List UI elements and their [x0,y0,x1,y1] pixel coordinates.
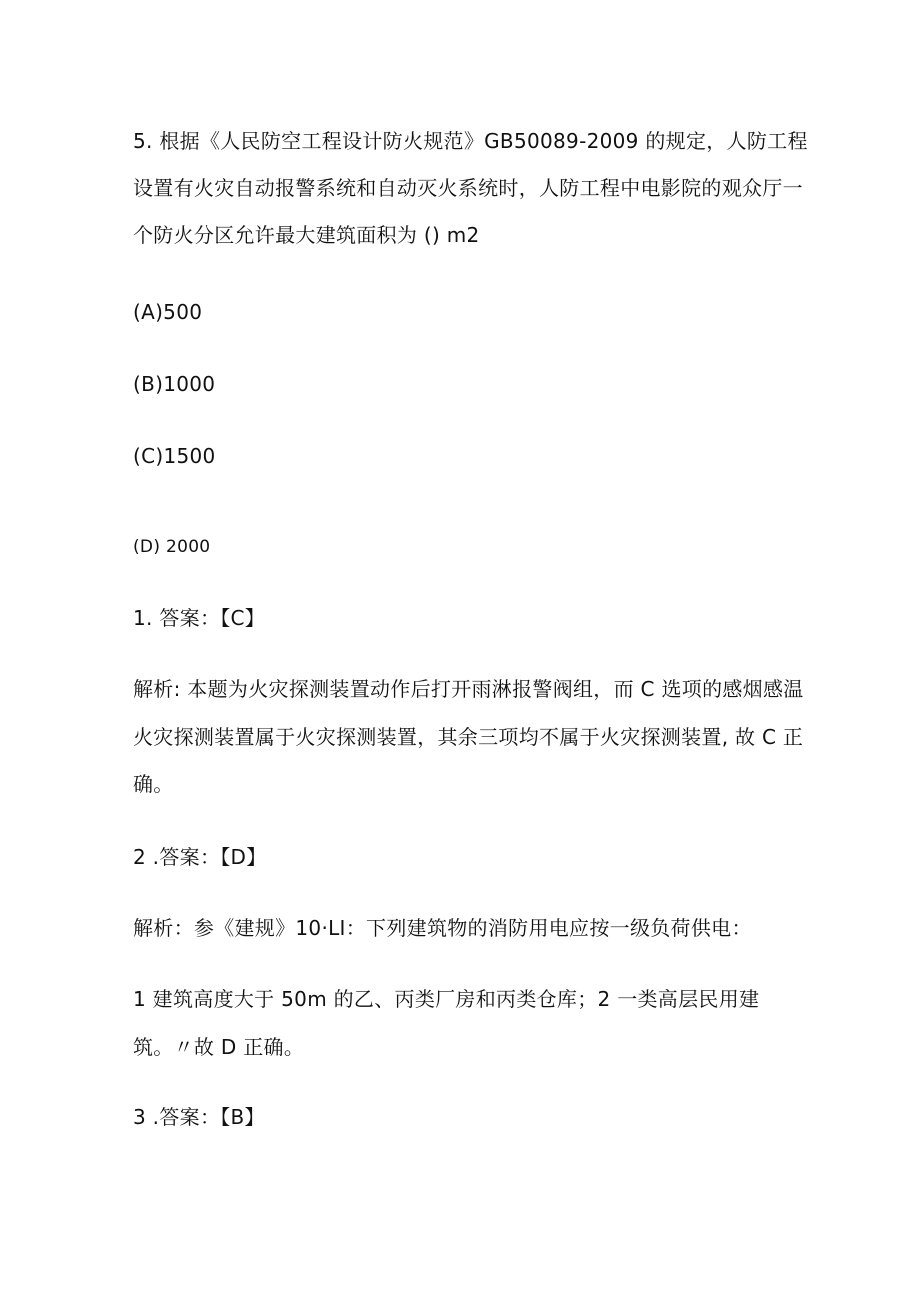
option-d: (D) 2000 [133,537,211,557]
option-c: (C)1500 [133,444,216,468]
answer-1-analysis-line-3: 确。 [133,772,174,796]
option-b: (B)1000 [133,372,216,396]
answer-2-analysis-line-1: 解析：参《建规》10·LI：下列建筑物的消防用电应按一级负荷供电： [133,916,752,940]
answer-1-analysis-line-1: 解析: 本题为火灾探测装置动作后打开雨淋报警阀组，而 C 选项的感烟感温 [133,677,804,701]
question-text-line-3: 个防火分区允许最大建筑面积为 () m2 [133,223,480,247]
answer-2-label: 2 .答案：【D】 [133,845,267,869]
answer-3-label: 3 .答案：【B】 [133,1105,265,1129]
answer-1-analysis-line-2: 火灾探测装置属于火灾探测装置，其余三项均不属于火灾探测装置, 故 C 正 [133,725,804,749]
option-a: (A)500 [133,300,203,324]
answer-1-label: 1. 答案：【C】 [133,606,266,630]
question-text-line-2: 设置有火灾自动报警系统和自动灭火系统时，人防工程中电影院的观众厅一 [133,176,803,200]
answer-2-analysis-line-2: 1 建筑高度大于 50m 的乙、丙类厂房和丙类仓库；2 一类高层民用建 [133,987,760,1011]
question-text-line-1: 5. 根据《人民防空工程设计防火规范》GB50089-2009 的规定，人防工程 [133,129,808,153]
answer-2-analysis-line-3: 筑。〃故 D 正确。 [133,1035,305,1059]
